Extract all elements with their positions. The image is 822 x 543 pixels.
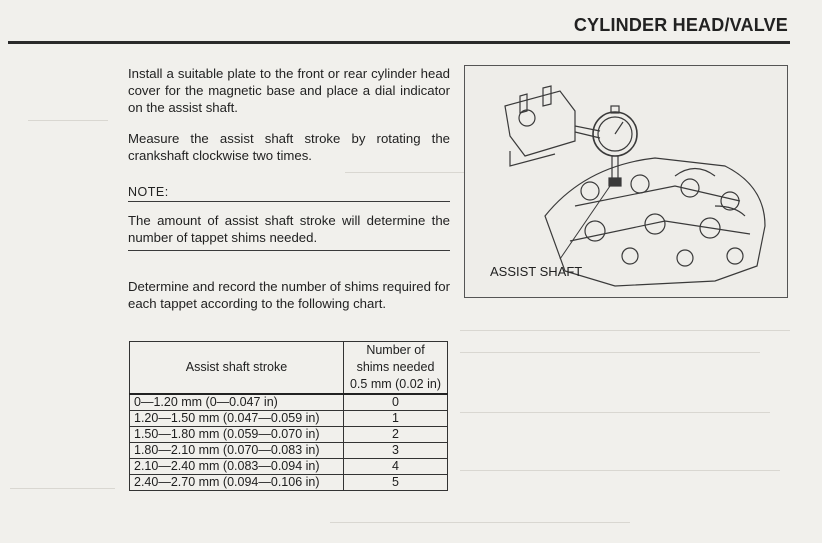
table-header-row [130,342,448,395]
page-header-title: CYLINDER HEAD/VALVE [573,15,788,35]
shims-header-line: 0.5 mm (0.02 in) [349,377,441,391]
shim-count-cell: 2 [344,427,448,443]
bleed-line [460,330,790,331]
assist-shaft-figure [464,65,788,298]
note-label: NOTE: [128,185,169,199]
table-row [130,475,448,491]
stroke-range-cell: 1.50—1.80 mm (0.059—0.070 in) [130,427,344,443]
bleed-line [460,412,770,413]
bleed-line [10,488,115,489]
bleed-line [460,470,780,471]
table-row [130,443,448,459]
note-rule-bottom [128,250,450,251]
note-rule-top [128,201,450,202]
shim-chart [129,341,448,491]
bleed-line [460,352,760,353]
stroke-range-cell: 2.40—2.70 mm (0.094—0.106 in) [130,475,344,491]
bleed-line [28,120,108,121]
measure-paragraph: Measure the assist shaft stroke by rotating the crankshaft clockwise two times. [128,131,450,163]
stroke-range-cell: 1.20—1.50 mm (0.047—0.059 in) [130,411,344,427]
shim-count-cell: 4 [344,459,448,475]
stroke-range-cell: 0—1.20 mm (0—0.047 in) [130,394,344,411]
note-text: The amount of assist shaft stroke will determine the number of tappet shims needed. [128,213,450,245]
table-row [130,427,448,443]
shims-column-header [344,342,448,395]
bleed-line [330,522,630,523]
stroke-range-cell: 2.10—2.40 mm (0.083—0.094 in) [130,459,344,475]
install-paragraph: Install a suitable plate to the front or rear cylinder head cover for the magnetic base and place a dial indicator on the assist shaft. [128,66,450,115]
shims-header-line: shims needed [356,360,435,374]
table-row [130,411,448,427]
table-row [130,459,448,475]
engine-dial-indicator-illustration [465,66,787,297]
header-rule [8,41,790,44]
shim-count-cell: 5 [344,475,448,491]
assist-shaft-label: ASSIST SHAFT [490,264,583,279]
shims-header-line: Number of [366,343,425,357]
determine-paragraph: Determine and record the number of shims required for each tappet according to the following chart. [128,279,450,311]
shim-count-cell: 1 [344,411,448,427]
shim-count-cell: 3 [344,443,448,459]
shim-count-cell: 0 [344,394,448,411]
table-row [130,394,448,411]
stroke-range-cell: 1.80—2.10 mm (0.070—0.083 in) [130,443,344,459]
bleed-line [345,172,465,173]
stroke-column-header: Assist shaft stroke [130,342,344,395]
